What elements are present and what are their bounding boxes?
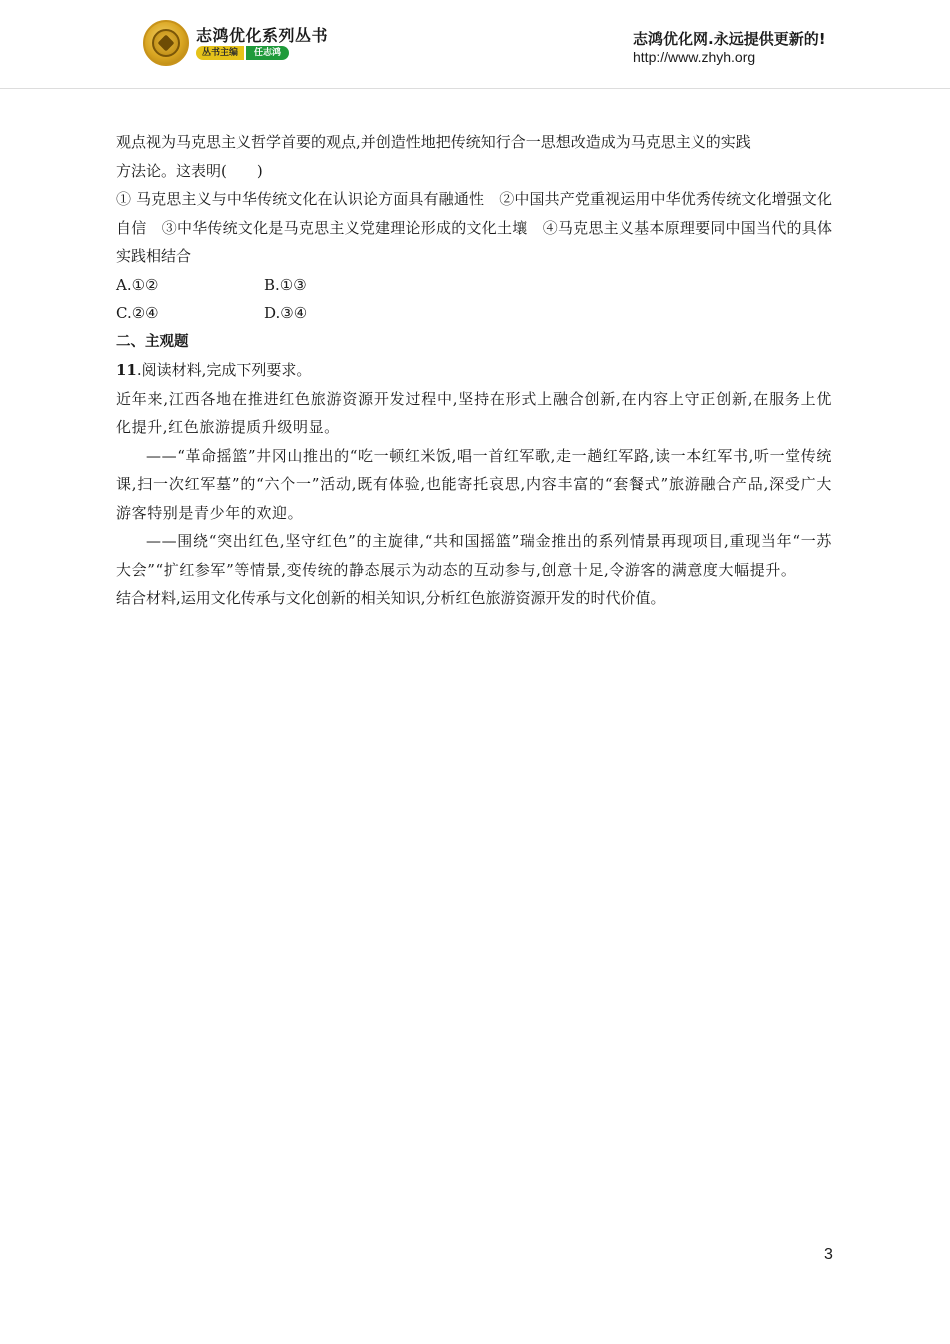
q10-stem-line2: 方法论。这表明( ) [116,161,263,180]
q11-intro: 近年来,江西各地在推进红色旅游资源开发过程中,坚持在形式上融合创新,在内容上守正创新,在服务上优化提升,红色旅游提质升级明显。 [116,389,832,436]
option-b[interactable]: B.①③ [264,275,307,294]
publisher-logo [143,20,189,66]
q11-material-2: ——围绕“突出红色,坚守红色”的主旋律,“共和国摇篮”瑞金推出的系列情景再现项目,重现当年“一苏大会”“扩红参军”等情景,变传统的静态展示为动态的互动参与,创意十足,令游客的满意度大幅提升。 [116,532,832,579]
q11-heading [116,356,832,385]
header-slogan: 志鸿优化网.永远提供更新的! [633,30,826,48]
header-divider [0,88,950,89]
q11-material-1: ——“革命摇篮”井冈山推出的“吃一顿红米饭,唱一首红军歌,走一趟红军路,读一本红军书,听一堂传统课,扫一次红军墓”的“六个一”活动,既有体验,也能寄托哀思,内容丰富的“套餐式”旅游融合产品,深受广大游客特别是青少年的欢迎。 [116,446,832,522]
editor-name: 任志鸿 [246,46,289,60]
header-url[interactable]: http://www.zhyh.org [633,49,756,65]
q10-statements: ① 马克思主义与中华传统文化在认识论方面具有融通性 ②中国共产党重视运用中华优秀传统文化增强文化自信 ③中华传统文化是马克思主义党建理论形成的文化土壤 ④马克思主义基本原理要同中国当代的具体实践相结合 [116,190,832,265]
q11-number: 11 [116,361,137,379]
page-number: 3 [824,1246,833,1263]
option-a[interactable]: A.①② [116,275,159,294]
q11-task: 结合材料,运用文化传承与文化创新的相关知识,分析红色旅游资源开发的时代价值。 [116,589,666,607]
q10-options-row-2 [116,299,832,328]
page-content [116,128,832,613]
logo-emblem-icon [152,29,180,57]
page-header [0,0,950,90]
q10-options-row-1 [116,271,832,300]
q11-prompt: .阅读材料,完成下列要求。 [136,361,312,379]
editor-label: 丛书主编 [196,46,244,60]
q10-stem-line1: 观点视为马克思主义哲学首要的观点,并创造性地把传统知行合一思想改造成为马克思主义的实践 [116,133,751,151]
section-title: 二、主观题 [116,333,189,350]
series-title: 志鸿优化系列丛书 [196,26,329,45]
option-d[interactable]: D.③④ [264,304,308,322]
option-c[interactable]: C.②④ [116,304,159,322]
